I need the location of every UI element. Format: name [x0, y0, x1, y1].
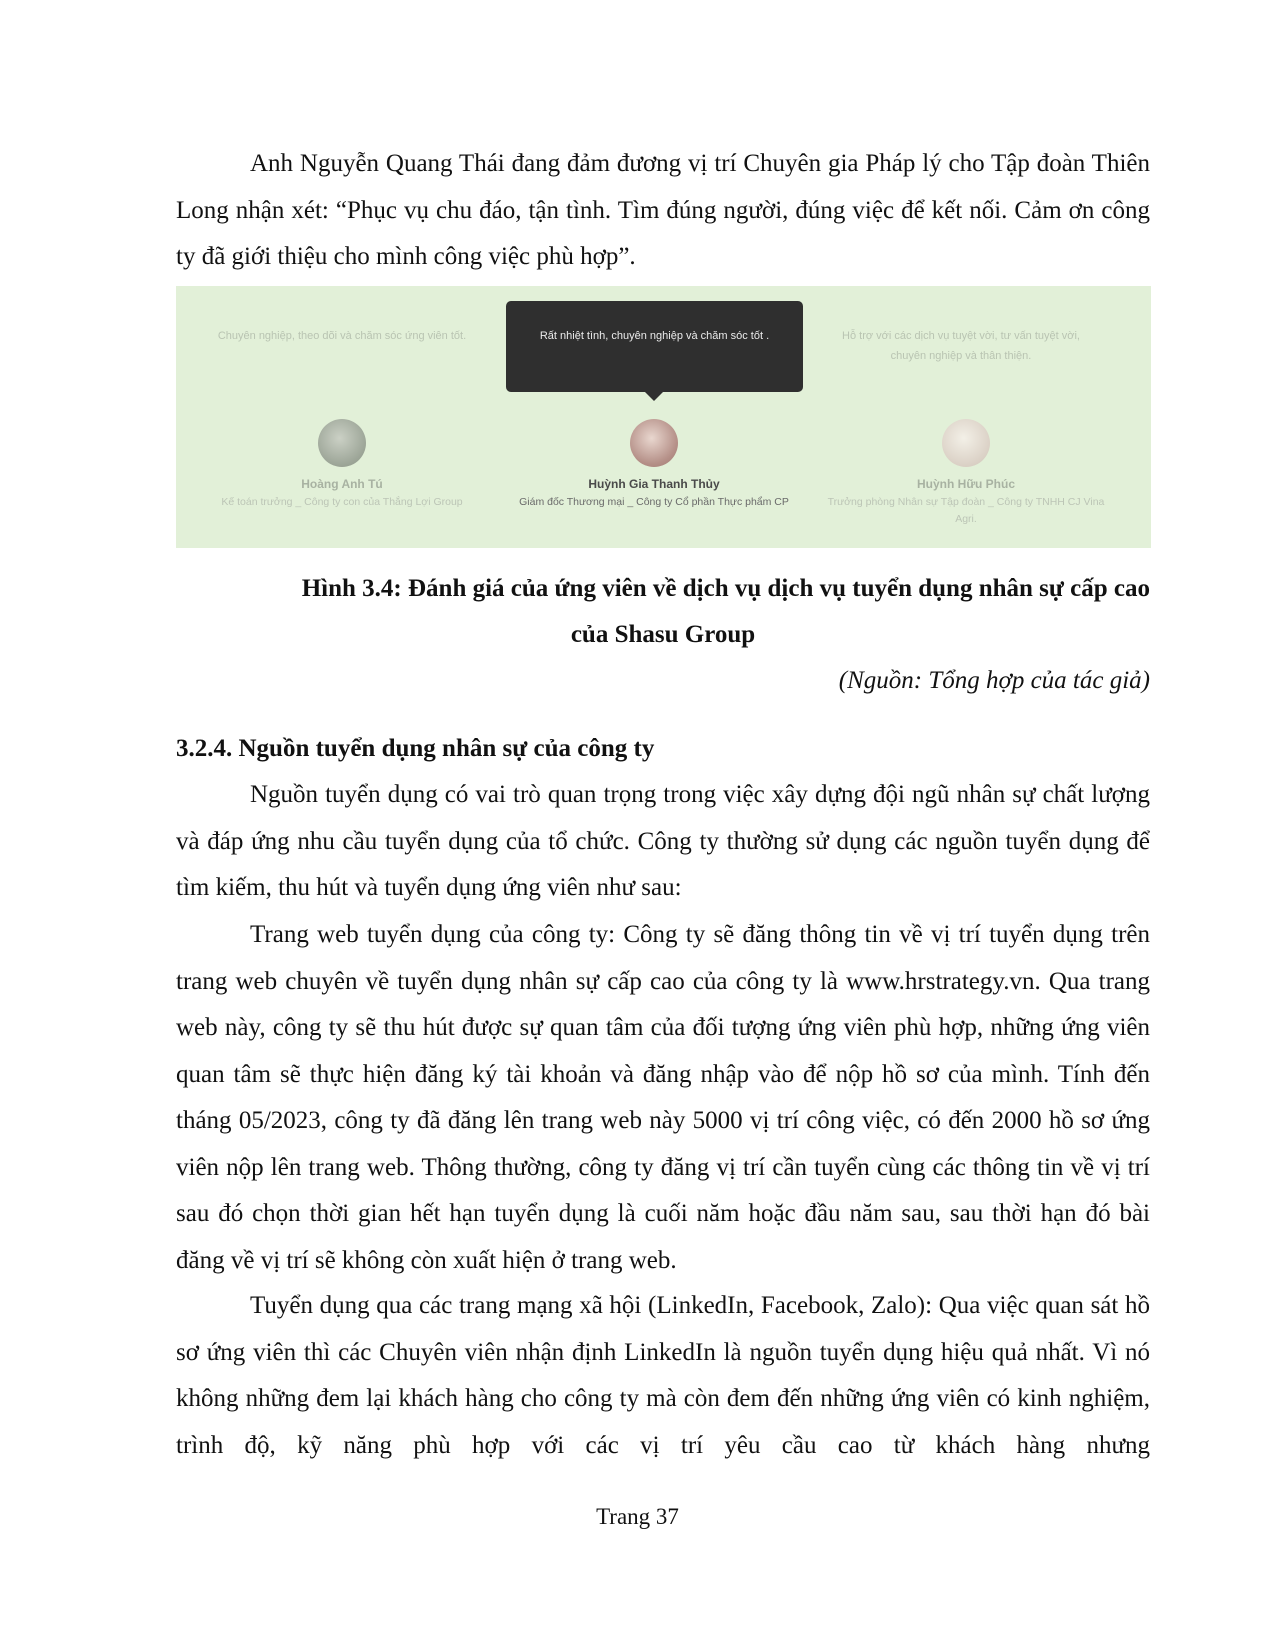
testimonial-figure: [176, 286, 1151, 548]
person-name-left: Hoàng Anh Tú: [301, 477, 383, 491]
intro-paragraph: Anh Nguyễn Quang Thái đang đảm đương vị trí Chuyên gia Pháp lý cho Tập đoàn Thiên Long nhận xét: “Phục vụ chu đáo, tận tình. Tìm đúng người, đúng việc để kết nối. Cảm ơn công ty đã giới thiệu cho mình công việc phù hợp”.: [176, 150, 1150, 270]
section-heading: 3.2.4. Nguồn tuyển dụng nhân sự của công ty: [176, 735, 655, 762]
person-name-right: Huỳnh Hữu Phúc: [916, 477, 1016, 491]
sources-intro-paragraph: Nguồn tuyển dụng có vai trò quan trọng trong việc xây dựng đội ngũ nhân sự chất lượng và đáp ứng nhu cầu tuyển dụng của tổ chức. Công ty thường sử dụng các nguồn tuyển dụng để tìm kiếm, thu hút và tuyển dụng ứng viên như sau:: [176, 781, 1150, 901]
tooltip-arrow-icon: [645, 392, 663, 401]
page-number: Trang 37: [596, 1504, 679, 1529]
testimonial-tooltip: Rất nhiệt tình, chuyên nghiệp và chăm sóc tốt .: [506, 301, 803, 392]
person-role-center: Giám đốc Thương mại _ Công ty Cổ phần Thực phẩm CP: [519, 496, 789, 508]
avatar-right: [942, 419, 990, 467]
figure-caption-line-2: của Shasu Group: [570, 621, 756, 648]
testimonial-quote-left: Chuyên nghiệp, theo dõi và chăm sóc ứng viên tốt.: [217, 330, 467, 342]
social-paragraph: Tuyển dụng qua các trang mạng xã hội (LinkedIn, Facebook, Zalo): Qua việc quan sát hồ sơ ứng viên thì các Chuyên viên nhận định LinkedIn là nguồn tuyển dụng hiệu quả nhất. Vì nó không những đem lại khách hàng cho công ty mà còn đem đến những ứng viên có kinh nghiệm, trình độ, kỹ năng phù hợp với các vị trí yêu cầu cao từ khách hàng nhưng: [176, 1292, 1150, 1459]
testimonial-quote-right: Hỗ trợ với các dịch vụ tuyệt vời, tư vấn tuyệt vời, chuyên nghiệp và thân thiện.: [842, 330, 1080, 362]
website-paragraph: Trang web tuyển dụng của công ty: Công ty sẽ đăng thông tin về vị trí tuyển dụng trên trang web chuyên về tuyển dụng nhân sự cấp cao của công ty là www.hrstrategy.vn. Qua trang web này, công ty sẽ thu hút được sự quan tâm của đối tượng ứng viên phù hợp, những ứng viên quan tâm sẽ thực hiện đăng ký tài khoản và đăng nhập vào để nộp hồ sơ của mình. Tính đến tháng 05/2023, công ty đã đăng lên trang web này 5000 vị trí công việc, có đến 2000 hồ sơ ứng viên nộp lên trang web. Thông thường, công ty đăng vị trí cần tuyển cùng các thông tin về vị trí sau đó chọn thời gian hết hạn tuyển dụng là cuối năm hoặc đầu năm sau, sau thời hạn đó bài đăng về vị trí sẽ không còn xuất hiện ở trang web.: [176, 921, 1150, 1274]
avatar-center: [630, 419, 678, 467]
figure-caption-line-1: Hình 3.4: Đánh giá của ứng viên về dịch vụ dịch vụ tuyển dụng nhân sự cấp cao: [301, 575, 1150, 602]
person-role-right: Trưởng phòng Nhân sự Tập đoàn _ Công ty TNHH CJ Vina Agri.: [827, 496, 1105, 525]
person-role-left: Kế toán trưởng _ Công ty con của Thắng Lợi Group: [221, 496, 463, 508]
figure-source: (Nguồn: Tổng hợp của tác giả): [838, 667, 1150, 694]
person-name-center: Huỳnh Gia Thanh Thủy: [588, 477, 720, 491]
avatar-left: [318, 419, 366, 467]
